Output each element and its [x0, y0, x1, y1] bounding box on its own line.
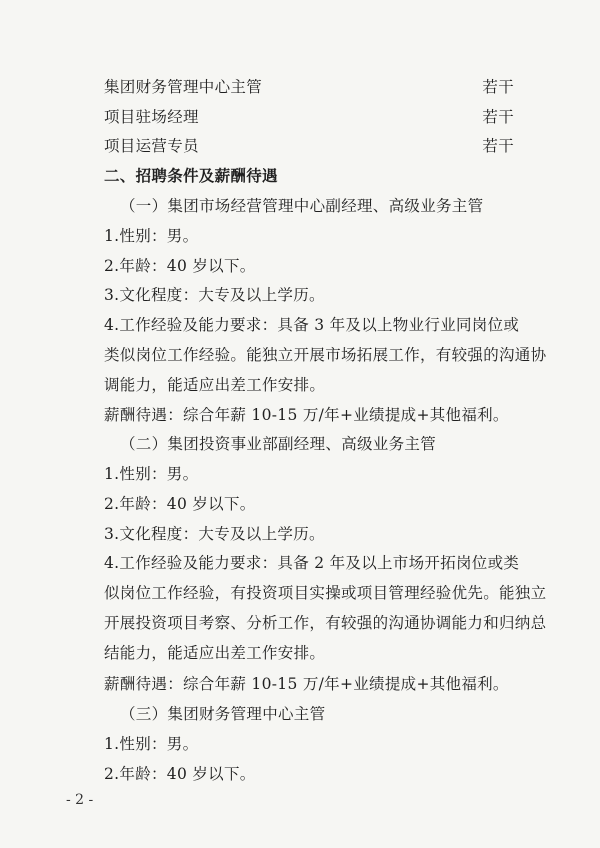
requirement-item: 3.文化程度：大专及以上学历。: [104, 525, 325, 543]
requirement-item-continued: 类似岗位工作经验。能独立开展市场拓展工作，有较强的沟通协: [104, 346, 547, 364]
position-row: [104, 77, 514, 97]
salary-text: 薪酬待遇：综合年薪 10-15 万/年+业绩提成+其他福利。: [104, 675, 509, 693]
salary-text: 薪酬待遇：综合年薪 10-15 万/年+业绩提成+其他福利。: [104, 406, 509, 424]
requirement-item: 2.年龄：40 岁以下。: [104, 495, 256, 513]
requirement-item-continued: 调能力，能适应出差工作安排。: [104, 376, 326, 394]
requirement-item: 1.性别：男。: [104, 465, 199, 483]
requirement-item-continued: 似岗位工作经验，有投资项目实操或项目管理经验优先。能独立: [104, 584, 547, 602]
requirement-item: 1.性别：男。: [104, 227, 199, 245]
requirement-item: 1.性别：男。: [104, 735, 199, 753]
requirement-item: 4.工作经验及能力要求：具备 3 年及以上物业行业同岗位或: [104, 316, 520, 334]
subsection-heading: （一）集团市场经营管理中心副经理、高级业务主管: [120, 197, 484, 215]
position-quantity: 若干: [482, 78, 514, 96]
position-quantity: 若干: [482, 137, 514, 155]
requirement-item: 4.工作经验及能力要求：具备 2 年及以上市场开拓岗位或类: [104, 554, 520, 572]
section-heading: 二、招聘条件及薪酬待遇: [104, 166, 278, 185]
page-number: - 2 -: [66, 792, 94, 808]
position-title: 项目驻场经理: [104, 108, 199, 126]
requirement-item-continued: 开展投资项目考察、分析工作，有较强的沟通协调能力和归纳总: [104, 614, 547, 632]
requirement-item-continued: 结能力，能适应出差工作安排。: [104, 644, 326, 662]
requirement-item: 2.年龄：40 岁以下。: [104, 765, 256, 783]
subsection-heading: （三）集团财务管理中心主管: [120, 705, 326, 723]
position-row: [104, 107, 514, 127]
subsection-heading: （二）集团投资事业部副经理、高级业务主管: [120, 435, 437, 453]
position-title: 集团财务管理中心主管: [104, 78, 263, 96]
requirement-item: 3.文化程度：大专及以上学历。: [104, 286, 325, 304]
requirement-item: 2.年龄：40 岁以下。: [104, 257, 256, 275]
position-quantity: 若干: [482, 108, 514, 126]
position-title: 项目运营专员: [104, 137, 199, 155]
position-row: [104, 136, 514, 156]
